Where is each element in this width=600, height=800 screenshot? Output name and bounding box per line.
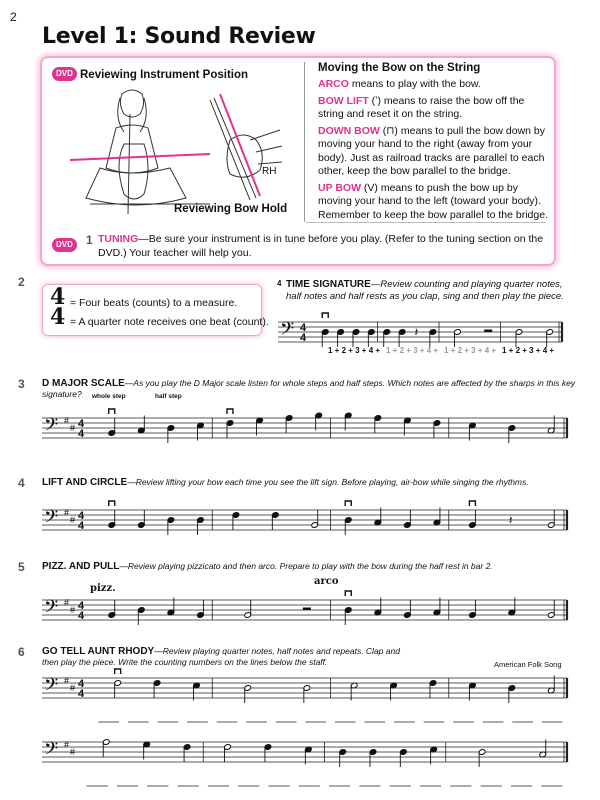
time-sig-top: 4 [78,510,85,522]
down-bow-symbol: (⊓) [379,124,398,137]
quarter-rest: 𝄽 [414,325,419,339]
down-bow-mark [227,409,233,414]
line4-heading-wrap [42,477,582,488]
page-number: 2 [10,10,17,24]
count-3: 1 + 2 + 3 + 4 + [444,346,497,355]
line5-heading: PIZZ. AND PULL [42,561,120,572]
line-number-6: 6 [18,645,25,659]
down-bow-mark [345,591,351,596]
bow-hold-illustration [190,90,290,200]
tuning-text: —Be sure your instrument is in tune before you play. (Refer to the tuning section on the DVD.) Your teacher will help you. [98,233,544,259]
line-number-3: 3 [18,377,25,391]
down-bow-term: DOWN BOW [318,124,380,137]
sharp-sign: # [64,675,70,686]
time-sig-bottom: 4 [300,332,307,344]
bow-hold-title: Reviewing Bow Hold [174,203,288,215]
divider [304,62,305,222]
sharp-sign: # [64,415,70,426]
arco-text: means to play with the bow. [348,78,481,90]
time-sig-bottom: 4 [78,428,85,440]
line6-staff-a [40,664,570,728]
sharp-sign: # [70,605,76,615]
moving-bow-title: Moving the Bow on the String [318,62,481,74]
line2-heading: TIME SIGNATURE [286,279,371,290]
composer-credit: American Folk Song [494,660,562,669]
line6-instructions: —Review playing quarter notes, half notes and repeats. Clap and then play the piece. Write the counting numbers on the lines below the staff. [42,646,400,667]
quarter-rest: 𝄽 [508,513,513,527]
sharp-sign: # [70,423,76,433]
count-4: 1 + 2 + 3 + 4 + [502,346,555,355]
bow-lift-term: BOW LIFT [318,94,369,107]
time-signature-instructions: 4 [277,279,282,288]
time-sig-bottom: 4 [78,688,85,700]
down-bow-mark [109,501,115,506]
sharp-sign: # [70,683,76,693]
time-sig-top: 4 [78,678,85,690]
tuning-def [98,233,546,260]
line3-staff [40,398,570,458]
sharp-sign: # [64,739,70,750]
arco-def [318,78,550,92]
whole-step-label: whole step [92,393,126,400]
line4-heading: LIFT AND CIRCLE [42,477,128,488]
bass-clef: 𝄢 [44,738,59,763]
bow-lift-def [318,95,550,122]
count-2: 1 + 2 + 3 + 4 + [386,346,439,355]
sharp-sign: # [70,747,76,757]
instrument-position-title: Reviewing Instrument Position [80,69,249,81]
line4-instructions: —Review lifting your bow each time you see the lift sign. Before playing, air-bow while singing the rhythms. [127,477,529,487]
half-rest [303,608,311,611]
line2-instructions: —Review counting and playing quarter notes, half notes and half rests as you clap, sing and then play the piece. [286,279,564,302]
down-bow-mark [109,409,115,414]
line-number-1: 1 [86,233,93,247]
line-number-5: 5 [18,560,25,574]
header-rule [306,222,546,223]
count-1: 1 + 2 + 3 + 4 + [328,346,381,355]
dvd-badge: DVD [52,67,77,81]
bass-clef: 𝄢 [280,318,295,343]
up-bow-term: UP BOW [318,181,361,194]
sharp-sign: # [70,515,76,525]
up-bow-symbol: (V) [360,181,378,194]
down-bow-mark [469,501,475,506]
bass-clef: 𝄢 [44,596,59,621]
time-sig-box-bottom: 4 [50,304,66,330]
half-step-label: half step [155,393,182,400]
time-sig-box-top: 4 [50,284,66,310]
dvd-badge-tuning: DVD [52,238,77,252]
time-sig-top: 4 [78,600,85,612]
down-bow-text: means to pull the bow down by moving your hand to the right (away from your body). Just as railroad tracks are parallel to each other, keep the bow parallel to the bridge. [318,124,546,177]
time-sig-bottom: 4 [78,610,85,622]
line-number-2: 2 [18,275,25,289]
line5-instructions: —Review playing pizzicato and then arco. Prepare to play with the bow during the half rest in bar 2. [119,561,493,571]
line3-instructions: —As you play the D Major scale listen for whole steps and half steps. Which notes are affected by the sharps in this key signature? [42,378,576,399]
pizz-marking: pizz. [90,583,116,594]
down-bow-mark [345,501,351,506]
time-sig-top: 4 [78,418,85,430]
line6-heading: GO TELL AUNT RHODY [42,646,155,657]
down-bow-mark [322,313,328,318]
down-bow-mark [115,669,121,674]
line5-heading-wrap [42,561,582,572]
line4-staff [40,490,570,550]
line6-staff-b [40,728,570,792]
line-number-4: 4 [18,476,25,490]
down-bow-def [318,125,550,179]
up-bow-def [318,182,550,223]
sharp-sign: # [64,507,70,518]
quarter-beat-text: = A quarter note receives one beat (count). [70,316,269,328]
bow-lift-text: means to raise the bow off the string and reset it on the string. [318,94,525,120]
arco-term: ARCO [318,78,349,90]
line5-staff [40,580,570,640]
bass-clef: 𝄢 [44,674,59,699]
tuning-term: TUNING [98,233,139,245]
rh-label: RH [262,166,277,177]
half-rest [484,330,492,333]
page-title: Level 1: Sound Review [42,24,316,49]
line3-heading: D MAJOR SCALE [42,378,125,389]
four-beats-text: = Four beats (counts) to a measure. [70,297,238,309]
bass-clef: 𝄢 [44,506,59,531]
up-bow-text: means to push the bow up by moving your hand to the left (toward your body). Remember to keep the bow parallel to the bridge. [318,181,548,221]
bass-clef: 𝄢 [44,414,59,439]
bow-lift-symbol: (ʼ) [368,94,381,107]
time-sig-bottom: 4 [78,520,85,532]
time-sig-top: 4 [300,322,307,334]
sharp-sign: # [64,597,70,608]
arco-marking: arco [314,576,339,587]
